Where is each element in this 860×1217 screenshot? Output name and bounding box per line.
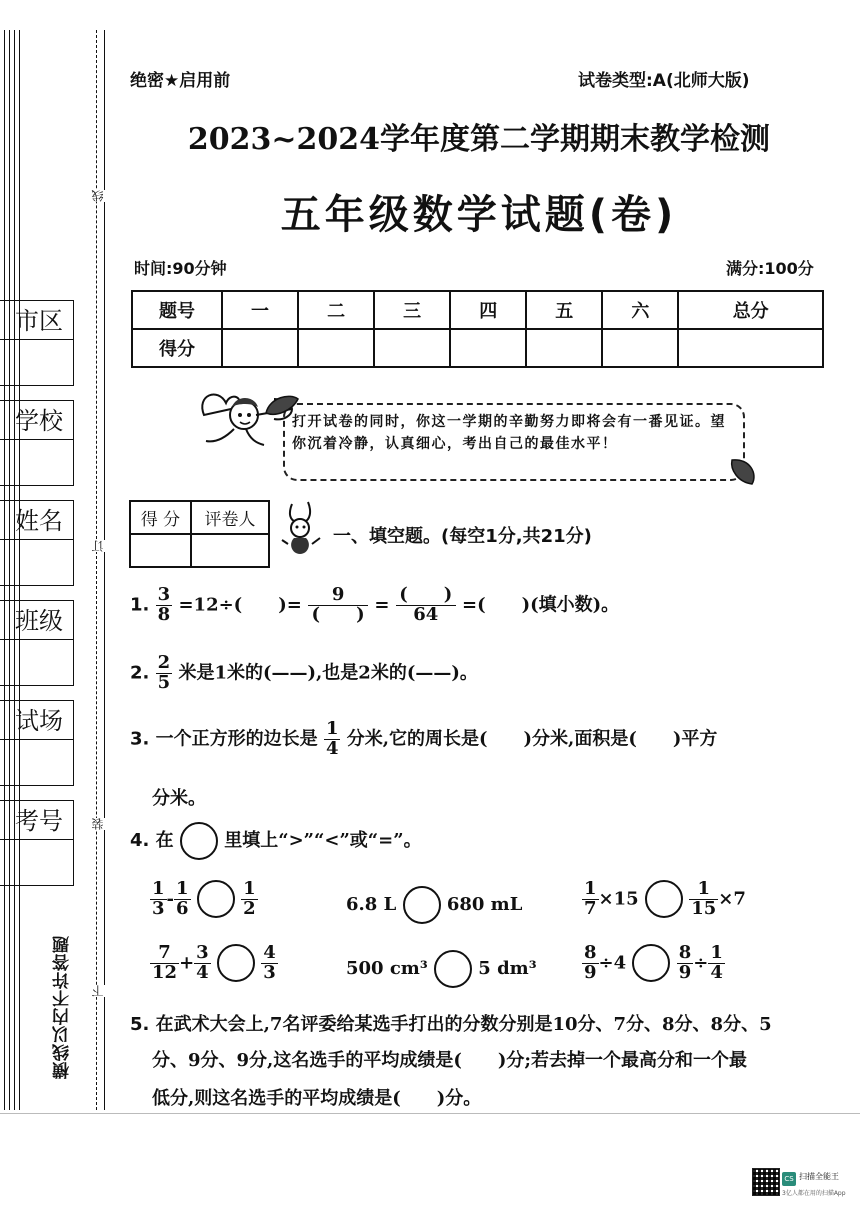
field-class-box[interactable]: [0, 640, 74, 686]
field-room-label: 试场: [0, 700, 74, 740]
field-exam-number-label: 考号: [0, 800, 74, 840]
score-cell-q4: 四: [450, 291, 526, 329]
q4-r1c2: 6.8 L 680 mL: [346, 886, 522, 924]
grader-name-input[interactable]: [191, 534, 269, 567]
secret-label: 绝密★启用前: [130, 71, 231, 91]
section1-title: 一、填空题。(每空1分,共21分): [333, 526, 592, 547]
qr-code: [752, 1168, 780, 1196]
q1-fraction-2: $\frac{9}{( )}$: [308, 586, 368, 625]
full-score: 满分:100分: [726, 259, 814, 278]
score-cell-q2: 二: [298, 291, 374, 329]
q4-r2c3: $\frac{8}{9}$ ÷4 $\frac{8}{9}$ ÷ $\frac{1}{4}$: [584, 942, 723, 983]
q3-line2: 分米。: [152, 788, 206, 809]
q3-pre: 一个正方形的边长是: [155, 728, 318, 750]
compare-circle: [180, 822, 218, 860]
camscanner-logo: CS: [782, 1172, 796, 1186]
q5-line1: 在武术大会上,7名评委给某选手打出的分数分别是10分、7分、8分、8分、5: [155, 1014, 772, 1035]
score-cell-label: 题号: [132, 291, 222, 329]
q2-number: 2.: [130, 662, 150, 684]
field-room: [0, 700, 74, 788]
score-table: [131, 290, 824, 368]
score-input-q3[interactable]: [374, 329, 450, 367]
mark-line: 线: [91, 190, 105, 202]
rabbit-illustration: [278, 500, 326, 558]
compare-circle-6[interactable]: [632, 944, 670, 982]
grader-name-label: 评卷人: [191, 501, 269, 534]
q3-fraction: $\frac{1}{4}$: [325, 718, 339, 759]
motto-text: 打开试卷的同时，你这一学期的辛勤努力即将会有一番见证。望你沉着冷静，认真细心，考出自己的最佳水平！: [292, 414, 726, 452]
no-answer-warning: 横线以内不许答题: [50, 935, 75, 1079]
q5-line2: 分、9分、9分,这名选手的平均成绩是( )分;若去掉一个最高分和一个最: [152, 1050, 747, 1071]
compare-circle-4[interactable]: [217, 944, 255, 982]
leaf-icon: [264, 393, 300, 417]
score-input-total[interactable]: [678, 329, 823, 367]
field-exam-number-box[interactable]: [0, 840, 74, 886]
compare-circle-3[interactable]: [645, 880, 683, 918]
question-2: [130, 654, 478, 693]
q2-text: 米是1米的(——),也是2米的(——)。: [178, 662, 478, 684]
question-3: [130, 720, 717, 759]
score-input-q1[interactable]: [222, 329, 298, 367]
exam-subtitle: 五年级数学试题(卷): [280, 192, 678, 238]
score-input-q4[interactable]: [450, 329, 526, 367]
score-input-q2[interactable]: [298, 329, 374, 367]
grader-score-label: 得 分: [130, 501, 191, 534]
field-school-box[interactable]: [0, 440, 74, 486]
compare-circle-5[interactable]: [434, 950, 472, 988]
q1-number: 1.: [130, 594, 150, 616]
exam-title: 2023~2024学年度第二学期期末教学检测: [187, 122, 771, 157]
score-input-q6[interactable]: [602, 329, 678, 367]
mark-down: 下: [91, 985, 105, 997]
q4-r1c3: $\frac{1}{7}$ ×15 $\frac{1}{15}$ ×7: [584, 878, 746, 919]
field-school: [0, 400, 74, 488]
q4-r2c2: 500 cm³ 5 dm³: [346, 950, 537, 988]
field-class: [0, 600, 74, 688]
field-school-label: 学校: [0, 400, 74, 440]
q4-number: 4.: [130, 830, 150, 851]
score-input-q5[interactable]: [526, 329, 602, 367]
question-4: [130, 822, 422, 860]
grader-score-input[interactable]: [130, 534, 191, 567]
field-city-box[interactable]: [0, 340, 74, 386]
leaf-icon: [728, 456, 758, 486]
score-row-label: 得分: [132, 329, 222, 367]
field-city-label: 市区: [0, 300, 74, 340]
compare-circle-1[interactable]: [197, 880, 235, 918]
compare-circle-2[interactable]: [403, 886, 441, 924]
q4-r2c1: $\frac{7}{12}$ + $\frac{3}{4}$ $\frac{4}{3}$: [152, 942, 276, 983]
q1-tail: =( )(填小数)。: [462, 594, 620, 616]
question-1: [130, 586, 619, 625]
field-room-box[interactable]: [0, 740, 74, 786]
footer-brand: 扫描全能王: [799, 1172, 839, 1181]
score-cell-q6: 六: [602, 291, 678, 329]
score-cell-q5: 五: [526, 291, 602, 329]
q2-fraction: $\frac{2}{5}$: [157, 652, 171, 693]
score-cell-q3: 三: [374, 291, 450, 329]
footer-tagline: 3亿人都在用的扫描App: [782, 1190, 846, 1197]
field-class-label: 班级: [0, 600, 74, 640]
mark-pack: 装: [91, 818, 105, 830]
binding-strip: [0, 0, 108, 1112]
q3-number: 3.: [130, 728, 150, 750]
grader-table: [129, 500, 270, 568]
q5-number: 5.: [130, 1014, 150, 1035]
score-cell-total: 总分: [678, 291, 823, 329]
q1-expression-2: =: [374, 594, 390, 616]
q1-fraction-1: $\frac{3}{8}$: [157, 584, 171, 625]
paper-type: 试卷类型:A(北师大版): [578, 71, 750, 91]
field-city: [0, 300, 74, 388]
q4-r1c1: $\frac{1}{3}$ - $\frac{1}{6}$ $\frac{1}{2}$: [152, 878, 256, 919]
q1-fraction-3: $\frac{( )}{64}$: [396, 586, 456, 625]
q4-pre: 在: [155, 830, 174, 851]
score-table-score-row: [132, 329, 823, 367]
field-name-label: 姓名: [0, 500, 74, 540]
mark-bind: 订: [91, 540, 105, 552]
field-exam-number: [0, 800, 74, 888]
q1-expression-1: =12÷( )=: [178, 594, 302, 616]
question-5: [130, 1010, 830, 1036]
field-name-box[interactable]: [0, 540, 74, 586]
q3-post: 分米,它的周长是( )分米,面积是( )平方: [346, 728, 718, 750]
page-bottom-edge: [0, 1113, 860, 1114]
score-cell-q1: 一: [222, 291, 298, 329]
q4-post: 里填上“>”“<”或“=”。: [224, 830, 422, 851]
q5-line3: 低分,则这名选手的平均成绩是( )分。: [152, 1088, 482, 1109]
score-table-header-row: [132, 291, 823, 329]
exam-time: 时间:90分钟: [134, 259, 227, 278]
field-name: [0, 500, 74, 588]
